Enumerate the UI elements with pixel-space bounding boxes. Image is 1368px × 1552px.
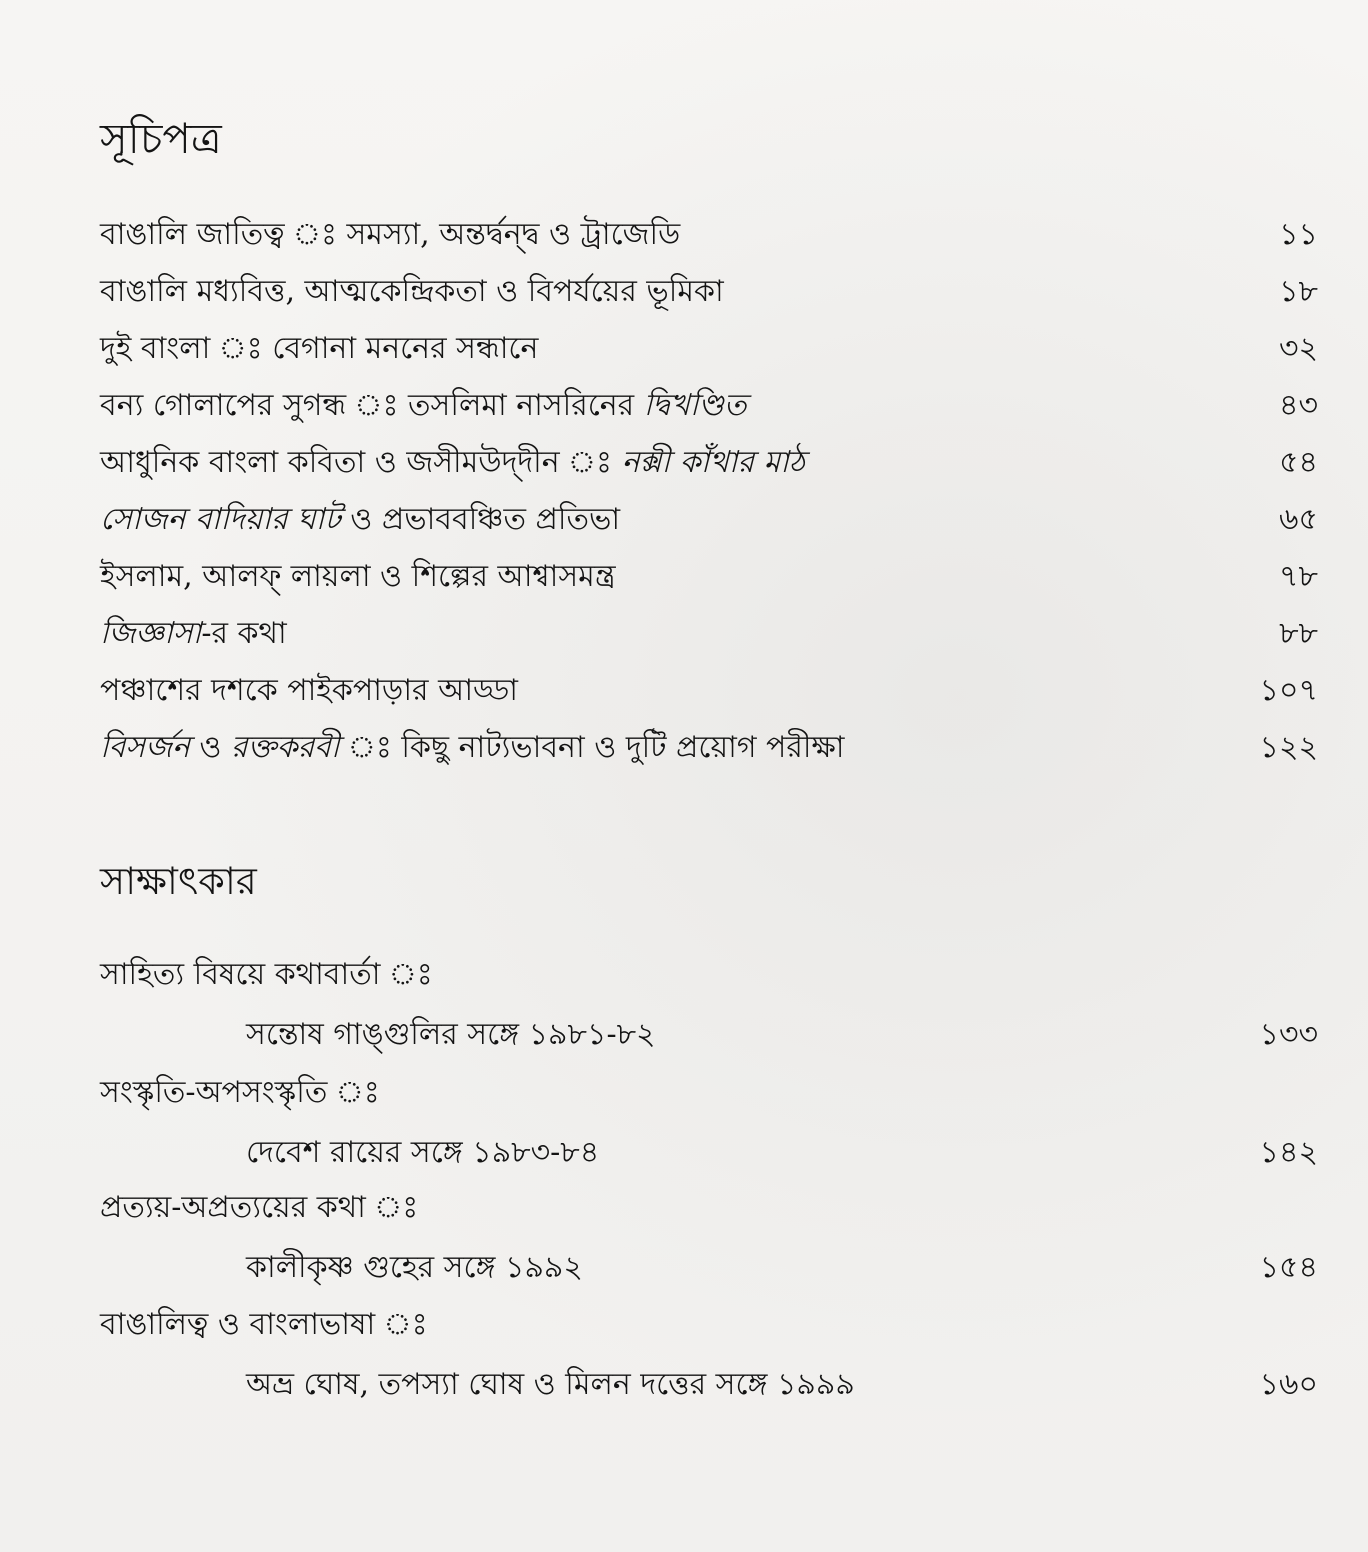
interview-sub-row: [100, 1250, 1318, 1309]
interview-title: সংস্কৃতি-অপসংস্কৃতি ঃ: [100, 1075, 380, 1110]
interview-title: প্রত্যয়-অপ্রত্যয়ের কথা ঃ: [100, 1190, 419, 1225]
toc-entry-page: ৬৫: [1279, 502, 1318, 537]
interview-subtitle: দেবেশ রায়ের সঙ্গে ১৯৮৩-৮৪: [246, 1135, 600, 1170]
interview-subtitle: কালীকৃষ্ণ গুহের সঙ্গে ১৯৯২: [246, 1250, 583, 1285]
interview-page: ১৩৩: [1259, 1017, 1318, 1052]
toc-entry: [100, 331, 1318, 390]
interview-subtitle: অভ্র ঘোষ, তপস্যা ঘোষ ও মিলন দত্তের সঙ্গে ১৯৯৯: [246, 1367, 855, 1402]
toc-entry: [100, 502, 1318, 561]
toc-entry-title: সোজন বাদিয়ার ঘাট ও প্রভাববঞ্চিত প্রতিভা: [100, 502, 621, 537]
toc-entry-page: ৪৩: [1279, 388, 1318, 423]
interview-sub-row: [100, 1367, 1318, 1426]
toc-entry: [100, 616, 1318, 675]
interview-title-row: [100, 1190, 1318, 1249]
interview-page: ১৪২: [1259, 1135, 1318, 1170]
toc-entry-title: বাঙালি জাতিত্ব ঃ সমস্যা, অন্তর্দ্বন্দ্ব ও ট্রাজেডি: [100, 217, 681, 252]
toc-entry: [100, 559, 1318, 618]
interviews-heading: সাক্ষাৎকার: [100, 859, 257, 903]
toc-entry-page: ১১: [1279, 217, 1318, 252]
toc-entry-title: জিজ্ঞাসা-র কথা: [100, 616, 287, 651]
toc-entry-page: ১৮: [1279, 274, 1318, 309]
interview-title-row: [100, 1307, 1318, 1366]
toc-entry-title: পঞ্চাশের দশকে পাইকপাড়ার আড্ডা: [100, 673, 518, 708]
contents-heading: সূচিপত্র: [100, 114, 222, 163]
toc-entry-title: ইসলাম, আলফ্ লায়লা ও শিল্পের আশ্বাসমন্ত্র: [100, 559, 616, 594]
toc-entry-title: বন্য গোলাপের সুগন্ধ ঃ তসলিমা নাসরিনের দ্বিখণ্ডিত: [100, 388, 747, 423]
toc-entry: [100, 274, 1318, 333]
toc-entry: [100, 730, 1318, 789]
toc-entry-page: ৩২: [1278, 331, 1318, 366]
toc-entry-page: ১২২: [1259, 730, 1318, 765]
toc-entry: [100, 217, 1318, 276]
toc-entry: [100, 445, 1318, 504]
toc-entry-page: ৭৮: [1279, 559, 1318, 594]
toc-entry-page: ১০৭: [1259, 673, 1318, 708]
interview-sub-row: [100, 1135, 1318, 1194]
toc-entry-title: আধুনিক বাংলা কবিতা ও জসীমউদ্‌দীন ঃ নক্সী কাঁথার মাঠ: [100, 445, 805, 480]
interview-subtitle: সন্তোষ গাঙ্গুলির সঙ্গে ১৯৮১-৮২: [246, 1017, 656, 1052]
interview-title-row: [100, 1075, 1318, 1134]
interview-title-row: [100, 957, 1318, 1016]
toc-entry: [100, 673, 1318, 732]
toc-entry-page: ৮৮: [1279, 616, 1318, 651]
interview-title: সাহিত্য বিষয়ে কথাবার্তা ঃ: [100, 957, 433, 992]
toc-entry: [100, 388, 1318, 447]
toc-entry-title: বাঙালি মধ্যবিত্ত, আত্মকেন্দ্রিকতা ও বিপর্যয়ের ভূমিকা: [100, 274, 724, 309]
interview-page: ১৫৪: [1259, 1250, 1318, 1285]
interview-sub-row: [100, 1017, 1318, 1076]
toc-entry-title: বিসর্জন ও রক্তকরবী ঃ কিছু নাট্যভাবনা ও দুটি প্রয়োগ পরীক্ষা: [100, 730, 845, 765]
interview-page: ১৬০: [1259, 1367, 1318, 1402]
toc-entry-page: ৫৪: [1279, 445, 1318, 480]
interview-title: বাঙালিত্ব ও বাংলাভাষা ঃ: [100, 1307, 428, 1342]
toc-entry-title: দুই বাংলা ঃ বেগানা মননের সন্ধানে: [100, 331, 539, 366]
